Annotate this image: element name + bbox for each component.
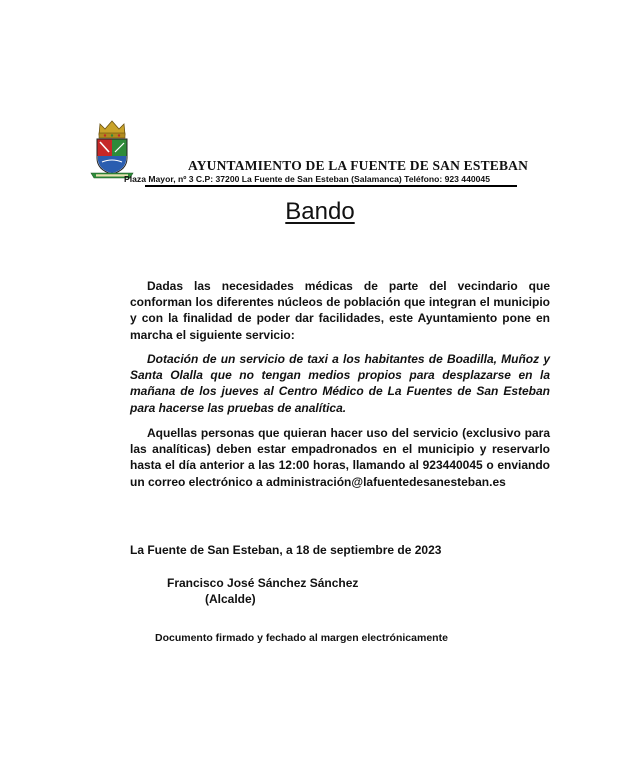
- signer-name: Francisco José Sánchez Sánchez: [167, 576, 359, 590]
- paragraph-intro: Dadas las necesidades médicas de parte del vecindario que conforman los diferentes núcleos de población que integran el municipio y con la finalidad de poder dar facilidades, este Ayuntamiento pone en marcha el siguiente servicio:: [130, 279, 550, 342]
- date-line: La Fuente de San Esteban, a 18 de septiembre de 2023: [130, 543, 442, 557]
- organization-address: Plaza Mayor, nº 3 C.P: 37200 La Fuente de San Esteban (Salamanca) Teléfono: 923 440045: [124, 174, 490, 184]
- municipal-coat-of-arms-icon: [87, 118, 137, 180]
- electronic-signature-note: Documento firmado y fechado al margen electrónicamente: [155, 632, 448, 644]
- signer-role: (Alcalde): [205, 592, 256, 606]
- organization-name: AYUNTAMIENTO DE LA FUENTE DE SAN ESTEBAN: [188, 158, 529, 173]
- paragraph-booking: Aquellas personas que quieran hacer uso del servicio (exclusivo para las analíticas) deben estar empadronados en el municipio y reservarlo hasta el día anterior a las 12:00 horas, llamando al 923440045 o enviando un correo electrónico a administración@lafuentedesanesteban.es: [130, 426, 550, 489]
- header-divider: [145, 185, 517, 187]
- paragraph-service: Dotación de un servicio de taxi a los habitantes de Boadilla, Muñoz y Santa Olalla que no tengan medios propios para desplazarse en la mañana de los jueves al Centro Médico de La Fuentes de San Esteban para hacerse las pruebas de analítica.: [130, 352, 550, 415]
- document-title: Bando: [285, 198, 355, 225]
